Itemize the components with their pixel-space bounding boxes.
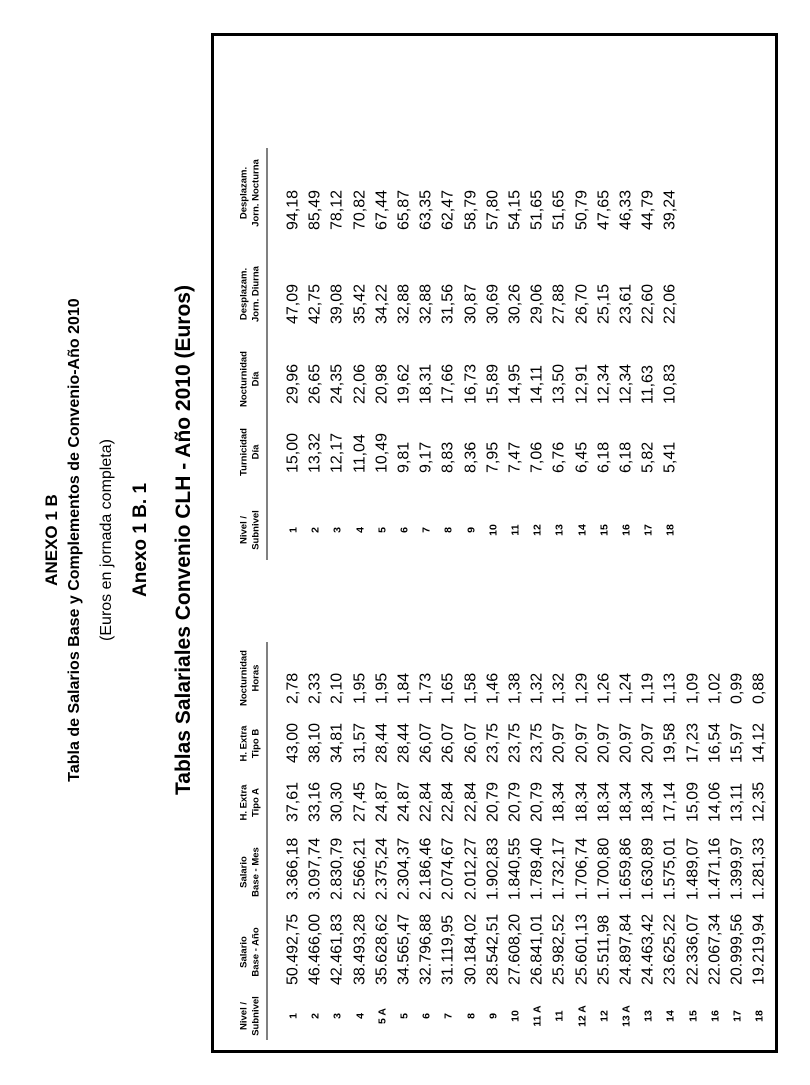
left-cell-overtime-a: 22,84 [439, 781, 457, 822]
left-cell-overtime-b: 19,58 [661, 722, 679, 763]
right-cell-travel-night: 67,44 [372, 189, 390, 230]
left-cell-salary-year: 23.625,22 [661, 913, 679, 985]
left-cell-overtime-b: 20,97 [639, 722, 657, 763]
right-cell-shift-day: 10,49 [372, 432, 390, 473]
left-cell-night-hours: 1,19 [639, 672, 657, 704]
left-cell-overtime-b: 26,07 [439, 722, 457, 763]
left-cell-overtime-a: 12,35 [750, 781, 768, 822]
right-header-night-day: Nocturnidad Día [238, 351, 262, 407]
document-subtitle: Tabla de Salarios Base y Complementos de Convenio-Año 2010 [66, 298, 83, 782]
left-cell-level: 7 [442, 1013, 455, 1019]
right-cell-travel-day: 34,22 [372, 283, 390, 324]
left-cell-salary-year: 25.511,98 [594, 915, 612, 985]
header-rule [266, 148, 267, 560]
left-cell-night-hours: 1,26 [594, 672, 612, 704]
right-cell-level: 14 [575, 524, 588, 536]
right-cell-travel-night: 44,79 [639, 189, 657, 230]
left-cell-salary-month: 2.012,27 [461, 837, 479, 900]
right-cell-travel-day: 42,75 [306, 283, 324, 324]
left-cell-salary-year: 25.982,52 [550, 913, 568, 985]
right-cell-shift-day: 8,36 [461, 441, 479, 473]
left-cell-night-hours: 1,38 [506, 672, 523, 704]
right-cell-night-day: 24,35 [328, 363, 346, 404]
left-cell-overtime-a: 15,09 [683, 781, 701, 822]
left-cell-level: 9 [486, 1013, 499, 1019]
left-cell-night-hours: 2,78 [284, 672, 301, 704]
right-cell-travel-night: 58,79 [461, 189, 479, 230]
left-cell-level: 5 [398, 1013, 410, 1019]
right-cell-travel-day: 47,09 [284, 283, 301, 324]
left-cell-night-hours: 1,65 [439, 672, 457, 704]
right-cell-shift-day: 11,04 [350, 434, 368, 473]
right-cell-shift-day: 13,32 [306, 432, 324, 473]
left-cell-overtime-a: 18,34 [639, 781, 657, 822]
left-cell-overtime-b: 38,10 [306, 722, 324, 763]
right-cell-travel-day: 31,56 [439, 283, 457, 324]
left-cell-salary-month: 1.399,97 [728, 837, 745, 900]
salary-table [216, 38, 773, 1048]
right-cell-level: 8 [442, 527, 455, 533]
left-cell-night-hours: 1,32 [550, 672, 568, 704]
left-cell-salary-year: 35.628,62 [372, 913, 390, 985]
left-cell-salary-year: 22.067,34 [705, 913, 723, 985]
left-cell-night-hours: 2,33 [306, 672, 324, 704]
left-cell-overtime-b: 20,97 [550, 722, 568, 763]
right-cell-night-day: 12,91 [572, 363, 590, 404]
left-cell-level: 16 [708, 1010, 721, 1022]
left-cell-overtime-a: 33,16 [306, 781, 324, 822]
left-cell-salary-year: 20.999,56 [728, 913, 745, 985]
left-cell-salary-month: 1.471,16 [705, 837, 723, 900]
left-cell-salary-year: 19.219,94 [750, 913, 768, 985]
left-cell-overtime-b: 26,07 [417, 722, 435, 763]
left-cell-salary-year: 25.601,13 [572, 913, 590, 985]
right-cell-shift-day: 5,41 [661, 441, 679, 473]
left-cell-night-hours: 1,73 [417, 672, 435, 704]
right-cell-level: 6 [398, 527, 410, 533]
left-cell-level: 10 [509, 1010, 521, 1022]
right-cell-travel-night: 78,12 [328, 189, 346, 230]
right-cell-shift-day: 5,82 [639, 441, 657, 473]
left-cell-overtime-a: 17,14 [661, 781, 679, 822]
left-cell-night-hours: 1,58 [461, 672, 479, 704]
right-cell-night-day: 19,62 [395, 363, 412, 404]
left-header-level: Nivel / Subnivel [238, 996, 262, 1036]
left-cell-salary-year: 42.461,83 [328, 913, 346, 985]
right-cell-night-day: 18,31 [417, 363, 435, 404]
left-cell-level: 15 [686, 1010, 699, 1022]
left-cell-salary-year: 22.336,07 [683, 913, 701, 985]
left-cell-salary-year: 30.184,02 [461, 913, 479, 985]
left-cell-overtime-a: 18,34 [594, 781, 612, 822]
left-cell-salary-year: 26.841,01 [528, 913, 546, 985]
left-cell-level: 17 [731, 1010, 743, 1022]
left-header-overtime-b: H. Extra Tipo B [238, 725, 262, 762]
right-cell-night-day: 16,73 [461, 363, 479, 404]
right-cell-travel-night: 57,80 [483, 189, 501, 230]
left-cell-overtime-b: 43,00 [284, 722, 301, 763]
right-cell-night-day: 12,34 [594, 363, 612, 404]
left-cell-salary-month: 2.304,37 [395, 837, 412, 900]
left-cell-overtime-b: 20,97 [594, 722, 612, 763]
left-header-salary-year: Salario Base - Año [238, 927, 262, 977]
right-cell-level: 18 [664, 524, 677, 536]
left-cell-salary-month: 1.789,40 [528, 837, 546, 900]
left-cell-salary-month: 1.659,86 [617, 837, 634, 900]
right-cell-shift-day: 6,18 [594, 441, 612, 473]
right-cell-level: 9 [464, 527, 477, 533]
right-cell-travel-day: 23,61 [617, 283, 634, 324]
left-cell-salary-year: 24.897,84 [617, 913, 634, 985]
left-cell-night-hours: 1,09 [683, 672, 701, 704]
left-cell-overtime-a: 22,84 [461, 781, 479, 822]
right-cell-travel-day: 39,08 [328, 283, 346, 324]
left-cell-overtime-a: 14,06 [705, 781, 723, 822]
right-cell-shift-day: 15,00 [284, 432, 301, 473]
right-cell-night-day: 29,96 [284, 363, 301, 404]
right-cell-travel-day: 32,88 [395, 283, 412, 324]
left-cell-salary-year: 34.565,47 [395, 913, 412, 985]
left-cell-overtime-b: 34,81 [328, 722, 346, 763]
right-cell-night-day: 22,06 [350, 363, 368, 404]
edge-mark [800, 28, 810, 42]
right-cell-travel-day: 30,26 [506, 283, 523, 324]
left-cell-level: 2 [309, 1013, 322, 1019]
right-cell-shift-day: 7,95 [483, 441, 501, 473]
right-cell-level: 5 [375, 527, 388, 533]
right-cell-travel-night: 39,24 [661, 189, 679, 230]
right-cell-level: 12 [531, 524, 544, 536]
right-cell-shift-day: 7,06 [528, 441, 546, 473]
right-cell-level: 10 [486, 524, 499, 536]
units-note: (Euros en jornada completa) [98, 439, 115, 641]
left-cell-level: 5 A [375, 1008, 388, 1024]
left-cell-salary-month: 3.366,18 [284, 837, 301, 900]
left-cell-salary-year: 46.466,00 [306, 913, 324, 985]
right-cell-level: 11 [509, 524, 521, 536]
left-cell-overtime-b: 14,12 [750, 722, 768, 763]
right-cell-shift-day: 6,45 [572, 441, 590, 473]
left-cell-overtime-b: 28,44 [395, 722, 412, 763]
left-cell-salary-month: 1.902,83 [483, 837, 501, 900]
left-cell-overtime-a: 27,45 [350, 781, 368, 822]
right-cell-level: 1 [287, 527, 299, 533]
right-cell-shift-day: 6,18 [617, 441, 634, 473]
left-cell-salary-month: 2.830,79 [328, 837, 346, 900]
right-cell-level: 13 [553, 524, 566, 536]
table-header [216, 38, 262, 1048]
left-cell-salary-month: 1.840,55 [506, 837, 523, 900]
right-cell-travel-night: 50,79 [572, 189, 590, 230]
table-title: Tablas Salariales Convenio CLH - Año 2010 (Euros) [172, 285, 195, 795]
left-cell-salary-year: 28.542,51 [483, 913, 501, 985]
left-cell-overtime-a: 24,87 [395, 781, 412, 822]
left-cell-salary-year: 27.608,20 [506, 913, 523, 985]
right-cell-travel-day: 27,88 [550, 283, 568, 324]
right-cell-shift-day: 6,76 [550, 441, 568, 473]
right-cell-night-day: 17,66 [439, 363, 457, 404]
right-cell-night-day: 10,83 [661, 363, 679, 404]
right-cell-level: 15 [597, 524, 610, 536]
right-cell-travel-day: 30,87 [461, 283, 479, 324]
left-cell-overtime-a: 22,84 [417, 781, 435, 822]
right-header-travel-night: Desplazam. Jorn. Nocturna [238, 159, 262, 227]
right-cell-night-day: 26,65 [306, 363, 324, 404]
right-cell-travel-night: 65,87 [395, 189, 412, 230]
salary-table-frame [211, 33, 778, 1053]
left-cell-salary-month: 1.575,01 [661, 837, 679, 900]
right-cell-shift-day: 8,83 [439, 441, 457, 473]
right-cell-shift-day: 9,17 [417, 441, 435, 473]
left-cell-overtime-a: 13,11 [728, 783, 745, 822]
right-cell-travel-night: 46,33 [617, 189, 634, 230]
left-cell-night-hours: 1,02 [705, 672, 723, 704]
left-cell-salary-year: 50.492,75 [284, 913, 301, 985]
left-cell-salary-month: 2.566,21 [350, 837, 368, 900]
left-cell-level: 12 A [575, 1005, 588, 1027]
right-cell-night-day: 12,34 [617, 363, 634, 404]
right-cell-level: 4 [353, 527, 366, 533]
left-cell-level: 3 [331, 1013, 344, 1019]
header-rule [266, 642, 267, 1040]
right-cell-shift-day: 7,47 [506, 441, 523, 473]
left-cell-level: 1 [287, 1013, 299, 1019]
left-cell-night-hours: 0,99 [728, 672, 745, 704]
left-cell-night-hours: 1,13 [661, 672, 679, 704]
right-cell-level: 7 [420, 527, 433, 533]
right-cell-travel-night: 51,65 [550, 189, 568, 230]
left-cell-level: 6 [420, 1013, 433, 1019]
left-cell-overtime-b: 23,75 [528, 722, 546, 763]
right-cell-level: 16 [620, 524, 632, 536]
left-cell-night-hours: 0,88 [750, 672, 768, 704]
left-cell-overtime-b: 17,23 [683, 722, 701, 763]
left-cell-salary-month: 1.732,17 [550, 837, 568, 900]
left-cell-salary-month: 2.074,67 [439, 837, 457, 900]
left-cell-salary-month: 2.186,46 [417, 837, 435, 900]
right-cell-travel-night: 62,47 [439, 189, 457, 230]
right-header-travel-day: Desplazam. Jorn. Diurna [238, 266, 262, 322]
left-cell-salary-month: 1.281,33 [750, 837, 768, 900]
left-cell-level: 8 [464, 1013, 477, 1019]
left-cell-overtime-a: 18,34 [550, 781, 568, 822]
left-cell-night-hours: 1,95 [372, 672, 390, 704]
left-cell-level: 4 [353, 1013, 366, 1019]
left-cell-salary-month: 1.706,74 [572, 837, 590, 900]
right-cell-night-day: 11,63 [639, 365, 657, 404]
right-cell-travel-day: 25,15 [594, 283, 612, 324]
left-cell-overtime-b: 23,75 [506, 722, 523, 763]
left-cell-level: 13 [642, 1010, 655, 1022]
left-cell-overtime-a: 30,30 [328, 781, 346, 822]
right-cell-level: 3 [331, 527, 344, 533]
left-cell-salary-month: 1.630,89 [639, 837, 657, 900]
right-cell-travel-day: 22,06 [661, 283, 679, 324]
right-cell-travel-day: 29,06 [528, 283, 546, 324]
left-cell-overtime-a: 20,79 [483, 781, 501, 822]
right-cell-travel-night: 94,18 [284, 189, 301, 230]
left-cell-overtime-b: 28,44 [372, 722, 390, 763]
right-cell-travel-night: 70,82 [350, 189, 368, 230]
right-cell-travel-night: 51,65 [528, 189, 546, 230]
right-cell-travel-day: 22,60 [639, 283, 657, 324]
left-cell-night-hours: 2,10 [328, 672, 346, 704]
left-cell-night-hours: 1,29 [572, 672, 590, 704]
left-cell-overtime-b: 31,57 [350, 722, 368, 763]
left-header-salary-month: Salario Base - Mes [238, 847, 262, 897]
right-cell-night-day: 20,98 [372, 363, 390, 404]
left-cell-salary-year: 32.796,88 [417, 913, 435, 985]
right-cell-night-day: 13,50 [550, 363, 568, 404]
right-header-level: Nivel / Subnivel [238, 510, 262, 550]
left-cell-salary-month: 1.489,07 [683, 837, 701, 900]
right-cell-shift-day: 9,81 [395, 441, 412, 473]
left-cell-level: 13 A [620, 1005, 632, 1027]
left-cell-salary-month: 3.097,74 [306, 837, 324, 900]
right-cell-travel-night: 63,35 [417, 189, 435, 230]
right-cell-travel-night: 54,15 [506, 189, 523, 230]
left-cell-overtime-a: 20,79 [528, 781, 546, 822]
left-cell-salary-month: 2.375,24 [372, 837, 390, 900]
left-cell-level: 11 [553, 1010, 566, 1022]
annex-reference: Anexo 1 B. 1 [130, 482, 151, 598]
right-cell-level: 17 [642, 524, 655, 536]
left-header-overtime-a: H. Extra Tipo A [238, 784, 262, 821]
left-cell-overtime-a: 37,61 [284, 781, 301, 822]
left-cell-night-hours: 1,46 [483, 672, 501, 704]
left-cell-salary-year: 38.493,28 [350, 913, 368, 985]
left-cell-night-hours: 1,95 [350, 672, 368, 704]
left-cell-overtime-b: 26,07 [461, 722, 479, 763]
left-cell-salary-month: 1.700,80 [594, 837, 612, 900]
annex-title: ANEXO 1 B [42, 494, 61, 586]
right-cell-travel-night: 85,49 [306, 189, 324, 230]
left-cell-overtime-b: 15,97 [728, 722, 745, 763]
left-cell-overtime-b: 23,75 [483, 722, 501, 763]
left-cell-overtime-b: 16,54 [705, 722, 723, 763]
right-cell-travel-day: 32,88 [417, 283, 435, 324]
right-cell-night-day: 15,89 [483, 363, 501, 404]
right-cell-travel-day: 35,42 [350, 283, 368, 324]
right-cell-night-day: 14,95 [506, 363, 523, 404]
left-header-night-hours: Nocturnidad Horas [238, 650, 262, 706]
left-cell-overtime-b: 20,97 [617, 722, 634, 763]
left-cell-level: 11 A [531, 1005, 544, 1027]
left-cell-salary-year: 31.119,95 [439, 915, 457, 985]
right-header-shift-day: Turnicidad Día [238, 428, 262, 476]
right-cell-night-day: 14,11 [528, 365, 546, 404]
right-cell-level: 2 [309, 527, 322, 533]
left-cell-overtime-a: 20,79 [506, 781, 523, 822]
left-cell-level: 18 [753, 1010, 766, 1022]
left-cell-night-hours: 1,32 [528, 672, 546, 704]
right-cell-shift-day: 12,17 [328, 432, 346, 473]
left-cell-overtime-a: 18,34 [572, 781, 590, 822]
right-cell-travel-night: 47,65 [594, 189, 612, 230]
left-cell-night-hours: 1,24 [617, 672, 634, 704]
right-cell-travel-day: 30,69 [483, 283, 501, 324]
left-cell-overtime-b: 20,97 [572, 722, 590, 763]
right-cell-travel-day: 26,70 [572, 283, 590, 324]
left-cell-level: 14 [664, 1010, 677, 1022]
left-cell-overtime-a: 24,87 [372, 781, 390, 822]
left-cell-level: 12 [597, 1010, 610, 1022]
left-cell-night-hours: 1,84 [395, 672, 412, 704]
left-cell-salary-year: 24.463,42 [639, 913, 657, 985]
left-cell-overtime-a: 18,34 [617, 781, 634, 822]
